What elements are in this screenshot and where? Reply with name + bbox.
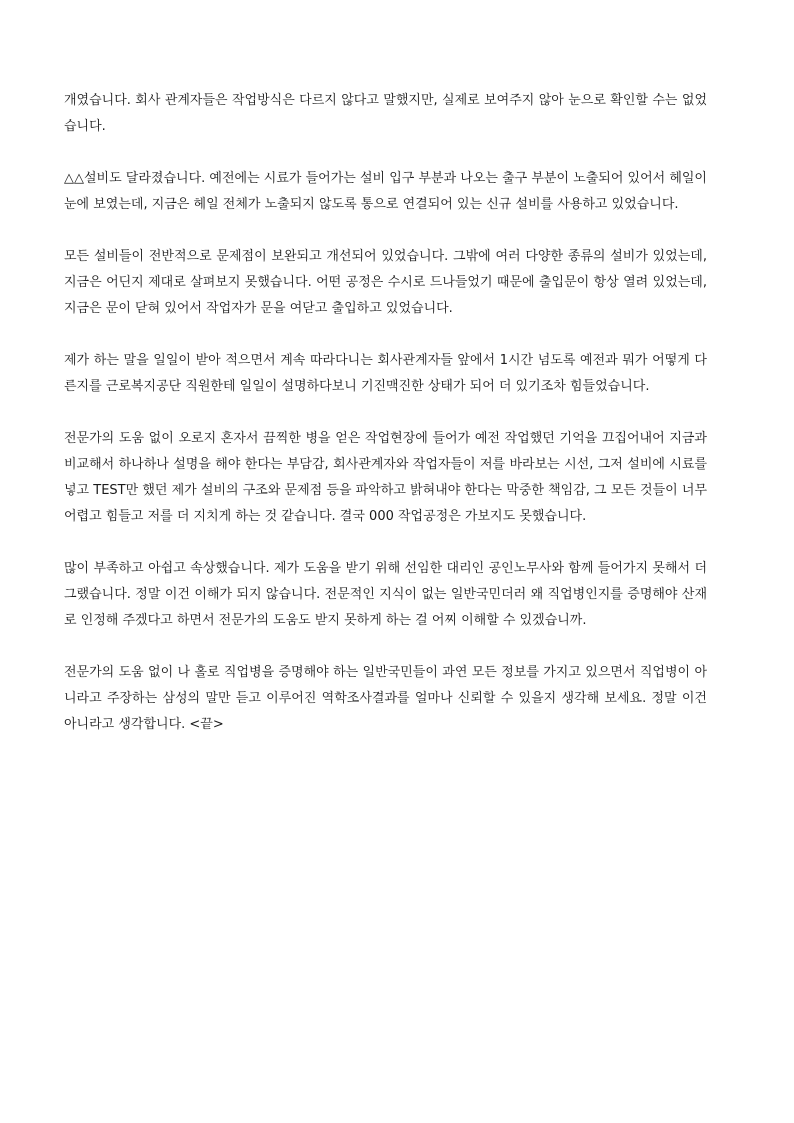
document-body [64,88,707,738]
paragraph-3: 모든 설비들이 전반적으로 문제점이 보완되고 개선되어 있었습니다. 그밖에 여러 다양한 종류의 설비가 있었는데, 지금은 어딘지 제대로 살펴보지 못했습니다. 어떤 공정은 수시로 드나들었기 때문에 출입문이 항상 열려 있었는데, 지금은 문이 닫혀 있어서 작업자가 문을 여닫고 출입하고 있었습니다. [64,249,707,316]
paragraph-1: 개였습니다. 회사 관계자들은 작업방식은 다르지 않다고 말했지만, 실제로 보여주지 않아 눈으로 확인할 수는 없었습니다. [64,93,707,134]
paragraph-2: △△설비도 달라졌습니다. 예전에는 시료가 들어가는 설비 입구 부분과 나오는 출구 부분이 노출되어 있어서 헤일이 눈에 보였는데, 지금은 헤일 전체가 노출되지 않도록 통으로 연결되어 있는 신규 설비를 사용하고 있었습니다. [64,171,707,212]
paragraph-5: 전문가의 도움 없이 오로지 혼자서 끔찍한 병을 얻은 작업현장에 들어가 예전 작업했던 기억을 끄집어내어 지금과 비교해서 하나하나 설명을 해야 한다는 부담감, 회사관계자와 작업자들이 저를 바라보는 시선, 그저 설비에 시료를 넣고 TEST만 했던 제가 설비의 구조와 문제점 등을 파악하고 밝혀내야 한다는 막중한 책임감, 그 모든 것들이 너무 어렵고 힘들고 저를 더 지치게 하는 것 같습니다. 결국 000 작업공정은 가보지도 못했습니다. [64,431,707,524]
paragraph-4: 제가 하는 말을 일일이 받아 적으면서 계속 따라다니는 회사관계자들 앞에서 1시간 넘도록 예전과 뭐가 어떻게 다른지를 근로복지공단 직원한테 일일이 설명하다보니 기진맥진한 상태가 되어 더 있기조차 힘들었습니다. [64,353,707,394]
paragraph-6: 많이 부족하고 아쉽고 속상했습니다. 제가 도움을 받기 위해 선임한 대리인 공인노무사와 함께 들어가지 못해서 더 그랬습니다. 정말 이건 이해가 되지 않습니다. 전문적인 지식이 없는 일반국민더러 왜 직업병인지를 증명해야 산재로 인정해 주겠다고 하면서 전문가의 도움도 받지 못하게 하는 걸 어찌 이해할 수 있겠습니까. [64,561,707,628]
paragraph-7: 전문가의 도움 없이 나 홀로 직업병을 증명해야 하는 일반국민들이 과연 모든 정보를 가지고 있으면서 직업병이 아니라고 주장하는 삼성의 말만 듣고 이루어진 역학조사결과를 얼마나 신뢰할 수 있을지 생각해 보세요. 정말 이건 아니라고 생각합니다. <끝> [64,665,707,732]
